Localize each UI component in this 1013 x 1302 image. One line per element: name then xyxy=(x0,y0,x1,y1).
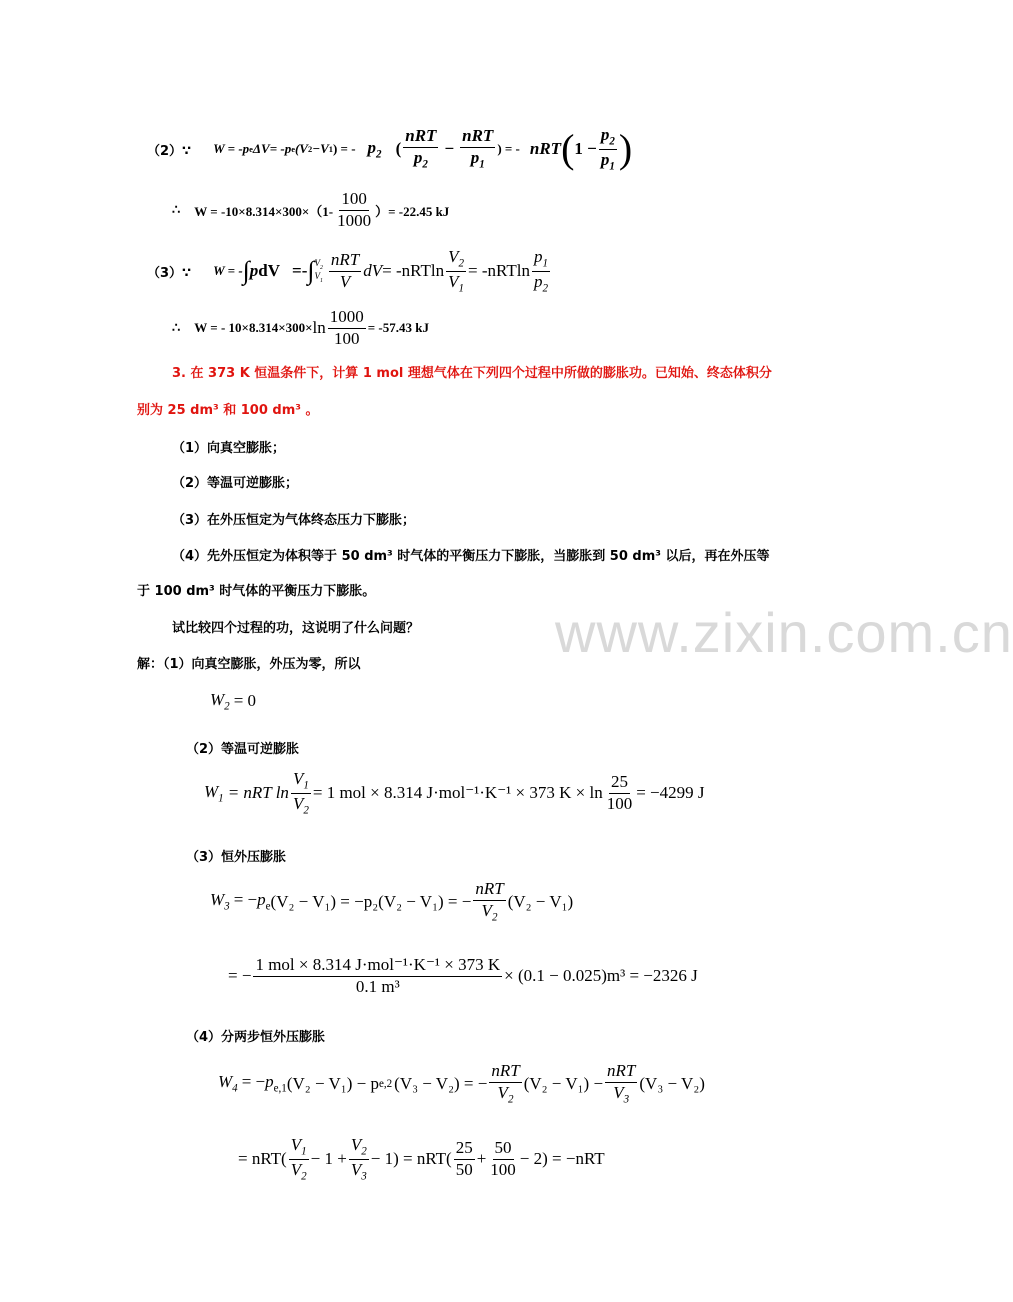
part3-therefore: ∴ xyxy=(172,320,181,336)
solution3-eq-a: (V₂ − V₁) = −p₂(V₂ − V₁) = − xyxy=(270,891,472,911)
question3-line2: 别为 25 dm³ 和 100 dm³ 。 xyxy=(137,403,319,418)
solution2-equation: $W_1$ = nRT ln $\frac{V_1}{V_2}$ = 1 mol × 8.314 J·mol⁻¹·K⁻¹ × 373 K × ln $\frac{25}{100}$ = −4299 J xyxy=(204,769,705,816)
solution3-eq-b: (V₂ − V₁) xyxy=(507,891,574,911)
question3-option1: （1）向真空膨胀； xyxy=(172,441,286,456)
part2-eq-e: ) = - xyxy=(332,141,356,157)
solution4-frac2-den: 100 xyxy=(490,1159,516,1179)
solution4-frac2-num: 50 xyxy=(493,1139,514,1160)
solution2-frac-den: 100 xyxy=(606,793,633,813)
question3-option3: （3）在外压恒定为气体终态压力下膨胀； xyxy=(172,513,416,528)
part2-result-b: ）= -22.45 kJ xyxy=(375,203,450,219)
part2-result-a: W = -10×8.314×300×（1- xyxy=(194,203,334,219)
part3-eq-c: = -nRTln xyxy=(468,261,530,281)
solution3-line2-num: 1 mol × 8.314 J·mol⁻¹·K⁻¹ × 373 K xyxy=(253,956,502,977)
solution3-equation: $W_3$ = $-p_e$ (V₂ − V₁) = −p₂(V₂ − V₁) = − $\frac{\text{nRT}}{V_2}$ (V₂ − V₁) xyxy=(210,879,574,924)
question3-line1: 3. 在 373 K 恒温条件下，计算 1 mol 理想气体在下列四个过程中所做的膨胀功。已知始、终态体积分 xyxy=(172,366,772,381)
solution3-line2-tail: × (0.1 − 0.025)m³ = −2326 J xyxy=(504,966,698,986)
question3-ask: 试比较四个过程的功，这说明了什么问题？ xyxy=(172,621,420,636)
solution3-title: （3）恒外压膨胀 xyxy=(186,850,287,865)
part2-eq-c: (V xyxy=(294,141,308,157)
part3-frac-den: 100 xyxy=(334,328,360,348)
part2-therefore: ∴ xyxy=(172,202,181,218)
solution2-eq-b: = 1 mol × 8.314 J·mol⁻¹·K⁻¹ × 373 K × ln xyxy=(312,783,603,803)
solution4-title: （4）分两步恒外压膨胀 xyxy=(186,1030,326,1045)
solution3-line2-den: 0.1 m³ xyxy=(355,976,400,996)
solution-intro: 解：（1）向真空膨胀，外压为零，所以 xyxy=(137,657,361,672)
solution2-frac-num: 25 xyxy=(609,773,630,794)
part3-label: （3）∵ xyxy=(147,265,192,281)
part2-result xyxy=(172,190,449,230)
solution4-eq-d: (V₃ − V₂) xyxy=(639,1073,705,1093)
solution3-equation-line2: = − $\frac{\text{1 mol × 8.314 J·mol⁻¹·K⁻¹ × 373 K}}{\text{0.1 m³}}$ × (0.1 − 0.025)m³ = −2326 J xyxy=(228,955,698,996)
part2-frac-num: 100 xyxy=(339,190,369,211)
solution4-frac1-num: 25 xyxy=(454,1139,475,1160)
part2-eq-f: ) = - xyxy=(497,141,520,157)
part3-result-b: = -57.43 kJ xyxy=(367,320,429,336)
solution4-eq-c: (V₂ − V₁) − xyxy=(523,1073,604,1093)
part3-equation: （3）∵ W = - ∫ pdV =- ∫ $V_2$ $V_1$ $\frac{\text{nRT}}{V}$ dV = -nRTln $\frac{V_2}{V_1}$ = -nRTln $\frac{p_1}{p_2}$ xyxy=(147,247,548,294)
solution4-line2-d: + xyxy=(476,1149,487,1169)
question3-option4-line1: （4）先外压恒定为体积等于 50 dm³ 时气体的平衡压力下膨胀，当膨胀到 50 dm³ 以后，再在外压等 xyxy=(172,549,770,564)
part3-result-a: W = - 10×8.314×300× xyxy=(194,320,313,336)
solution4-line2-b: − 1 + xyxy=(310,1149,347,1169)
solution4-frac1-den: 50 xyxy=(455,1159,473,1179)
part2-frac-den: 1000 xyxy=(337,210,372,230)
part3-result: ∴ W = - 10×8.314×300× ln $\frac{1000}{100}$ = -57.43 kJ xyxy=(172,307,429,348)
solution4-equation: $W_4$ = $-p_{e,1}$ (V₂ − V₁) − p e,2 (V₃ − V₂) = − $\frac{\text{nRT}}{V_2}$ (V₂ − V₁) − $\frac{\text{nRT}}{V_3}$ (V₃ − V₂) xyxy=(218,1061,705,1106)
solution1-equation: $W_2$ = 0 xyxy=(210,690,257,713)
solution1-value: = 0 xyxy=(233,691,257,711)
part2-eq-b: ΔV= -p xyxy=(252,141,292,157)
solution4-equation-line2: = nRT( $\frac{V_1}{V_2}$ − 1 + $\frac{V_2}{V_3}$ − 1) = nRT( $\frac{25}{50}$ + $\frac{50}{100}$ − 2) = −nRT xyxy=(238,1135,605,1182)
question3-option4-line2: 于 100 dm³ 时气体的平衡压力下膨胀。 xyxy=(137,584,376,599)
question3-option2: （2）等温可逆膨胀； xyxy=(172,476,299,491)
solution2-eq-c: = −4299 J xyxy=(636,783,705,803)
solution2-eq-a: = nRT ln xyxy=(227,783,289,803)
solution4-line2-c: − 1) = nRT( xyxy=(370,1149,452,1169)
part2-equation: （2）∵ W = -p e ΔV= -p e (V 2 −V 1 ) = - $p_2$ ( $\frac{\text{nRT}}{p_2}$ − $\frac{\text{nRT}}{p_1}$ ) = - nRT ( 1 − $\frac{p_2}{p_1}$ ) xyxy=(147,125,633,172)
part2-label: （2）∵ xyxy=(147,143,192,159)
solution4-eq-b: (V₃ − V₂) = − xyxy=(394,1073,488,1093)
part3-eq-a: W = - xyxy=(213,263,243,279)
part3-eq-b: = -nRTln xyxy=(382,261,445,281)
part2-eq-d: −V xyxy=(312,141,329,157)
solution4-line2-e: − 2) = −nRT xyxy=(519,1149,605,1169)
solution4-line2-a: = nRT( xyxy=(238,1149,287,1169)
solution2-title: （2）等温可逆膨胀 xyxy=(186,742,300,757)
part3-frac-num: 1000 xyxy=(328,308,366,329)
solution4-eq-a: (V₂ − V₁) − p xyxy=(286,1073,379,1093)
watermark-text: www.zixin.com.cn xyxy=(555,601,1013,664)
part2-eq-a: W = -p xyxy=(213,141,250,157)
